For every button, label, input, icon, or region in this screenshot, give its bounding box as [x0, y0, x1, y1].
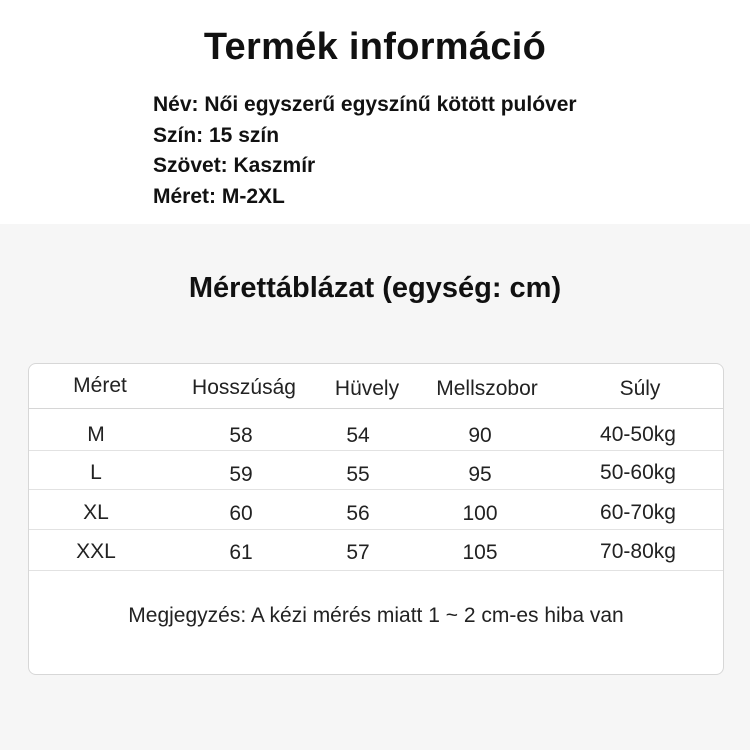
table-cell-sleeve: 54 — [346, 424, 370, 447]
product-name: Név: Női egyszerű egyszínű kötött pulóver — [153, 93, 577, 116]
product-fabric: Szövet: Kaszmír — [153, 154, 316, 177]
table-cell-length: 61 — [229, 541, 253, 564]
size-chart-title: Mérettáblázat (egység: cm) — [188, 272, 562, 304]
table-cell-weight: 60-70kg — [600, 501, 676, 524]
product-size: Méret: M-2XL — [153, 184, 285, 208]
header-length: Hosszúság — [192, 376, 296, 399]
product-color: Szín: 15 szín — [153, 123, 280, 147]
table-cell-length: 60 — [229, 502, 253, 525]
header-sleeve: Hüvely — [334, 377, 400, 400]
header-weight: Súly — [619, 377, 661, 400]
header-divider — [29, 408, 723, 409]
page-title: Termék információ — [203, 26, 547, 68]
product-info-list — [153, 90, 577, 212]
table-cell-size: XXL — [76, 540, 116, 563]
table-cell-bust: 95 — [468, 463, 492, 486]
table-cell-bust: 90 — [468, 424, 492, 447]
row-divider — [29, 489, 723, 490]
row-divider — [29, 450, 723, 451]
table-cell-size: L — [90, 461, 102, 484]
table-cell-sleeve: 56 — [346, 502, 370, 525]
table-cell-sleeve: 57 — [346, 541, 370, 564]
size-chart-table — [28, 363, 724, 675]
table-cell-length: 58 — [229, 424, 253, 447]
table-cell-bust: 105 — [462, 541, 498, 564]
table-cell-size: M — [87, 423, 105, 446]
row-divider — [29, 570, 723, 571]
header-bust: Mellszobor — [436, 377, 538, 400]
table-cell-weight: 70-80kg — [600, 540, 676, 563]
row-divider — [29, 529, 723, 530]
header-size: Méret — [73, 374, 127, 397]
table-cell-size: XL — [83, 501, 109, 524]
table-cell-bust: 100 — [462, 502, 498, 525]
table-cell-weight: 50-60kg — [600, 461, 676, 484]
table-cell-weight: 40-50kg — [600, 423, 676, 446]
measurement-note: Megjegyzés: A kézi mérés miatt 1 ~ 2 cm-es hiba van — [128, 604, 624, 627]
table-cell-length: 59 — [229, 463, 253, 486]
table-cell-sleeve: 55 — [346, 463, 370, 486]
